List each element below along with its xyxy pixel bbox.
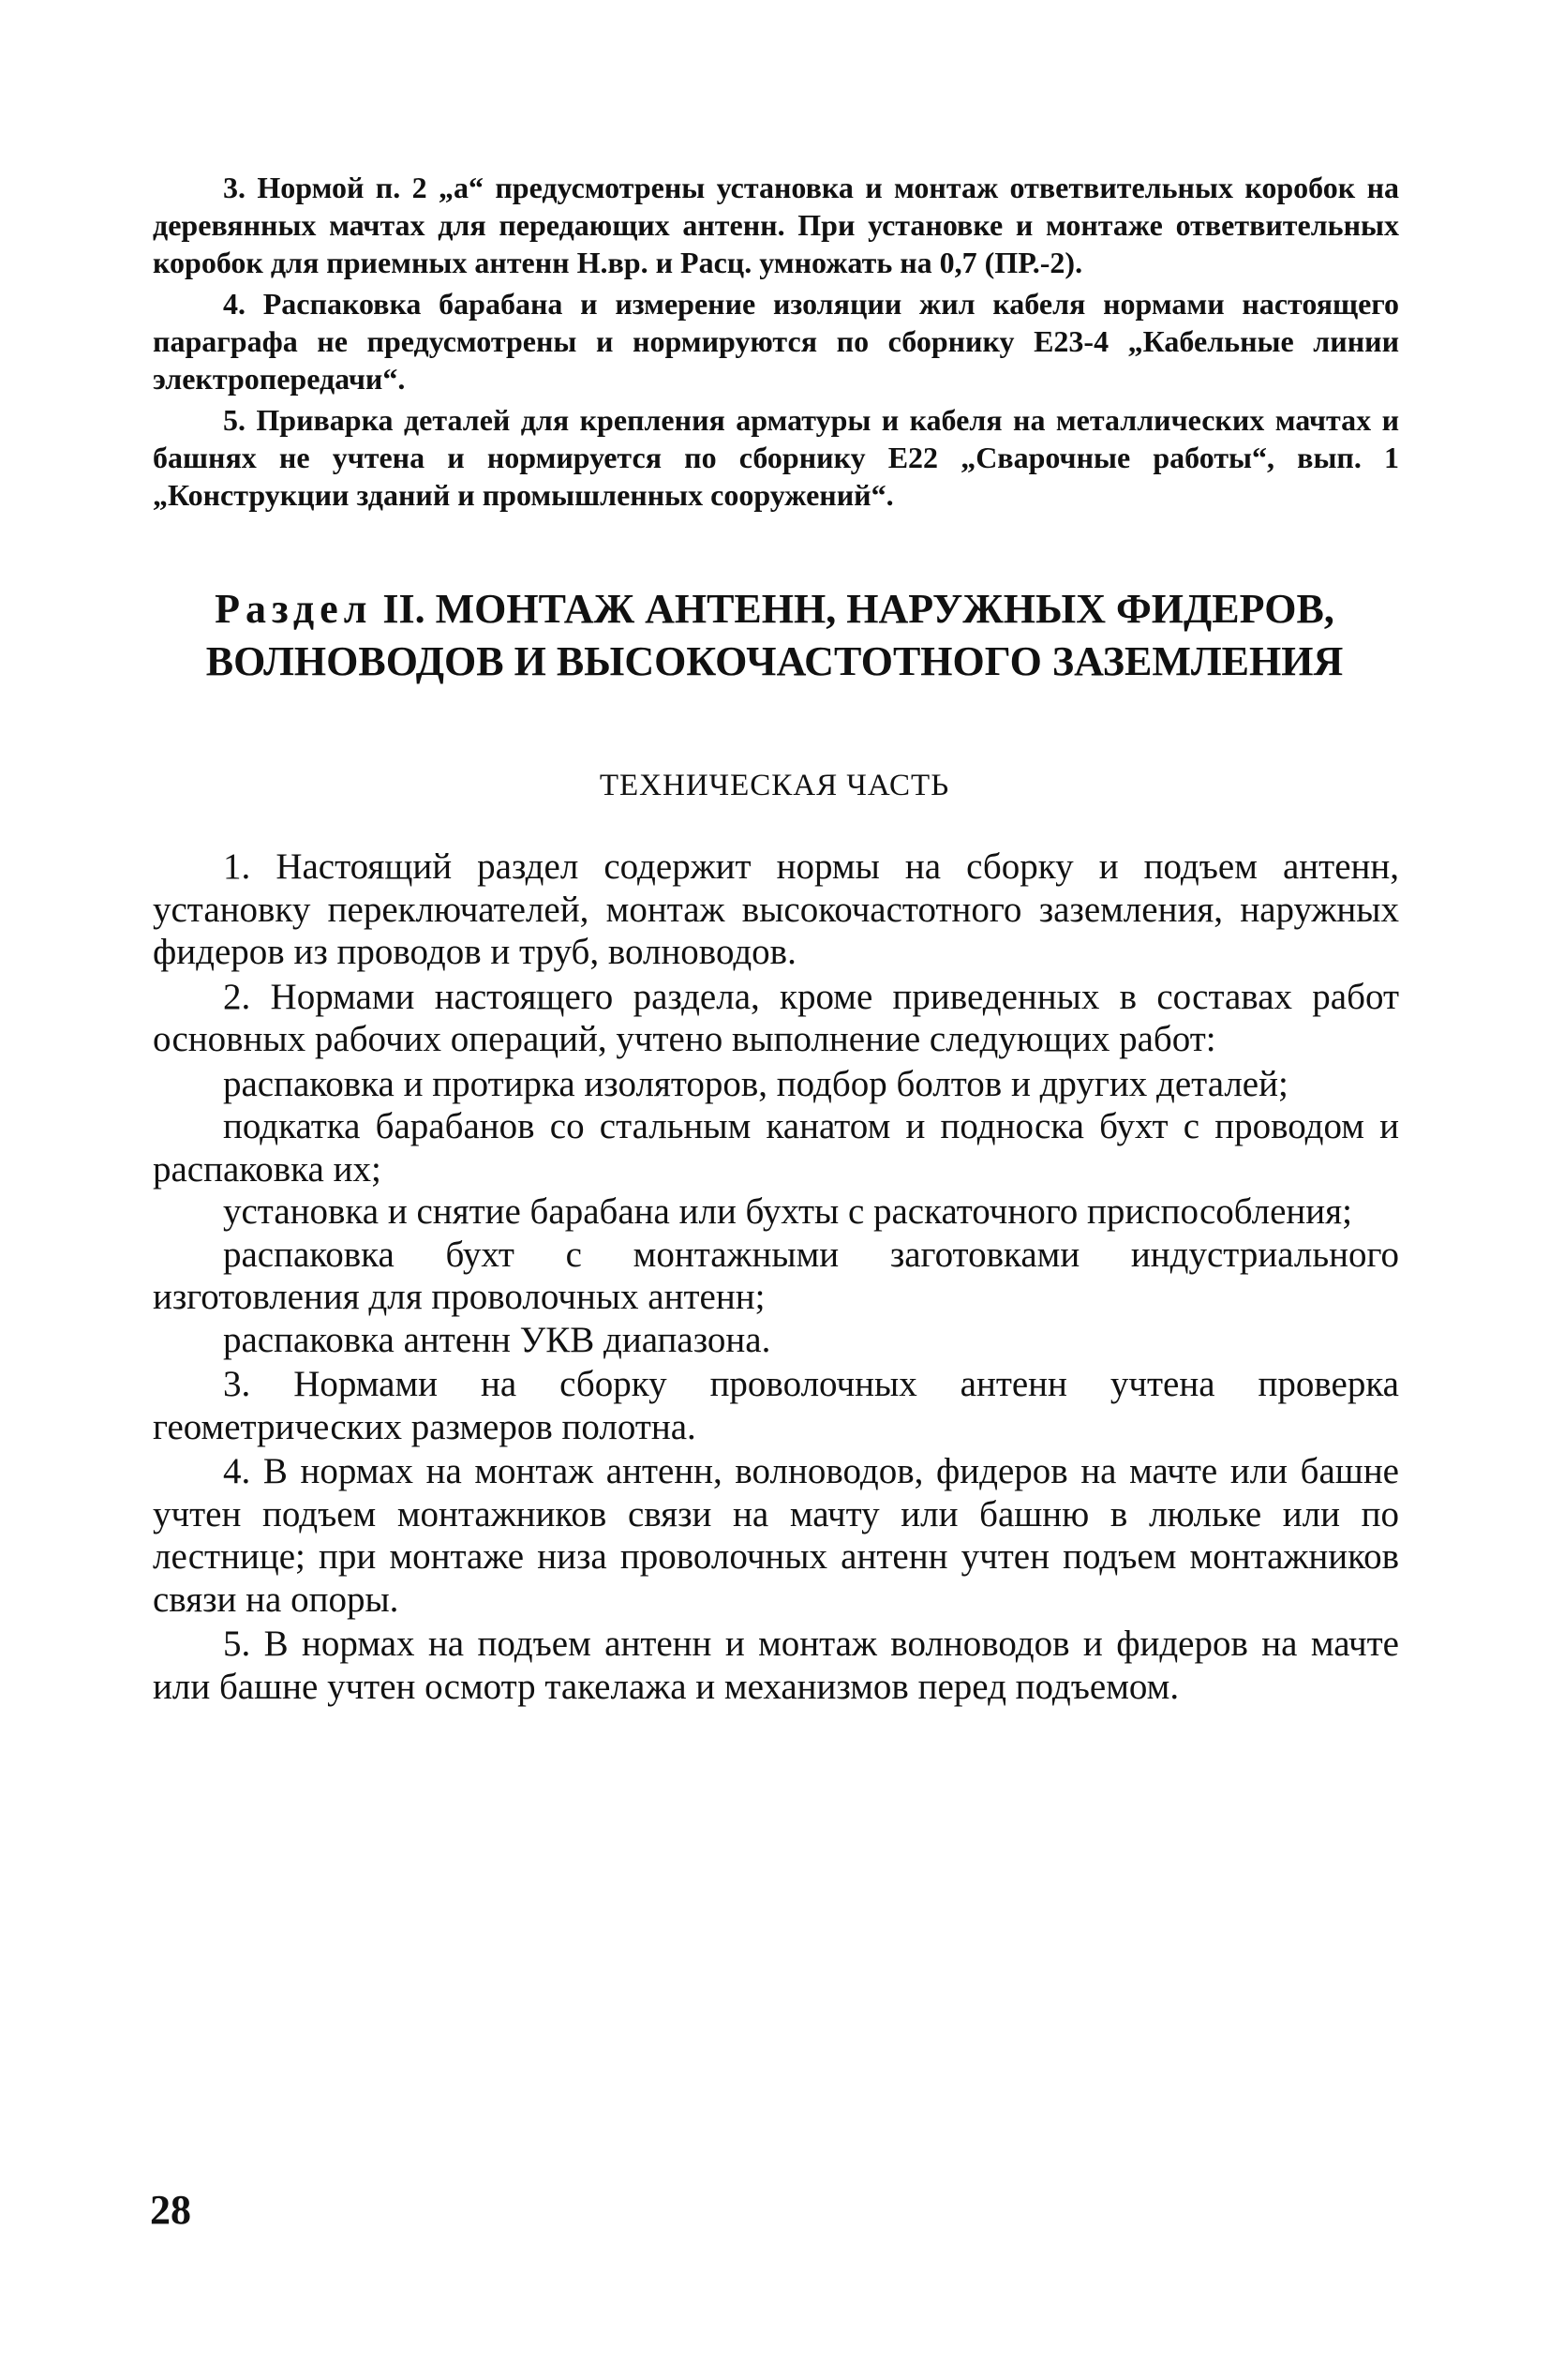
list-item: распаковка и протирка изоляторов, подбор болтов и других деталей; xyxy=(223,1063,1288,1104)
list-item: установка и снятие барабана или бухты с раскаточного приспособления; xyxy=(223,1191,1352,1232)
section-title-line1: II. МОНТАЖ АНТЕНН, НАРУЖНЫХ ФИДЕРОВ, xyxy=(372,586,1334,632)
section-lead: Раздел xyxy=(215,586,373,632)
section-title-line2: ВОЛНОВОДОВ И ВЫСОКОЧАСТОТНОГО ЗАЗЕМЛЕНИЯ xyxy=(205,638,1344,684)
note-3: 3. Нормой п. 2 „а“ предусмотрены установка и монтаж ответвительных коробок на деревянных мачтах для передающих антенн. При установке и монтаже ответвительных коробок для приемных антенн Н.вр. и Расц. умножать на 0,7 (ПР.-2). xyxy=(153,171,1399,279)
note-4: 4. Распаковка барабана и измерение изоляции жил кабеля нормами настоящего параграфа не предусмотрены и нормируются по сборнику Е23-4 „Кабельные линии электропередачи“. xyxy=(153,287,1399,396)
list-item: подкатка барабанов со стальным канатом и подноска бухт с проводом и распаковка их; xyxy=(153,1106,1399,1190)
technical-part-heading: ТЕХНИЧЕСКАЯ ЧАСТЬ xyxy=(599,769,950,802)
paragraph-1: 1. Настоящий раздел содержит нормы на сборку и подъем антенн, установку переключателей, монтаж высокочастотного заземления, наружных фидеров из проводов и труб, волноводов. xyxy=(153,846,1399,972)
paragraph-5: 5. В нормах на подъем антенн и монтаж волноводов и фидеров на мачте или башне учтен осмотр такелажа и механизмов перед подъемом. xyxy=(153,1624,1399,1707)
section-title xyxy=(141,583,1408,688)
note-5: 5. Приварка деталей для крепления арматуры и кабеля на металлических мачтах и башнях не учтена и нормируется по сборнику Е22 „Сварочные работы“, вып. 1 „Конструкции зданий и промышленных сооружений“. xyxy=(153,403,1399,512)
paragraph-3: 3. Нормами на сборку проволочных антенн учтена проверка геометрических размеров полотна. xyxy=(153,1364,1399,1447)
list-item: распаковка бухт с монтажными заготовками индустриального изготовления для проволочных антенн; xyxy=(153,1234,1399,1317)
paragraph-4: 4. В нормах на монтаж антенн, волноводов, фидеров на мачте или башне учтен подъем монтажников связи на мачту или башню в люльке или по лестнице; при монтаже низа проволочных антенн учтен подъем монтажников связи на опоры. xyxy=(153,1451,1399,1620)
paragraph-2: 2. Нормами настоящего раздела, кроме приведенных в составах работ основных рабочих операций, учтено выполнение следующих работ: xyxy=(153,976,1399,1059)
notes-block xyxy=(153,169,1399,517)
technical-part-body xyxy=(153,846,1399,1708)
works-list xyxy=(153,1063,1399,1362)
page-number: 28 xyxy=(150,2187,191,2233)
list-item: распаковка антенн УКВ диапазона. xyxy=(223,1319,771,1360)
